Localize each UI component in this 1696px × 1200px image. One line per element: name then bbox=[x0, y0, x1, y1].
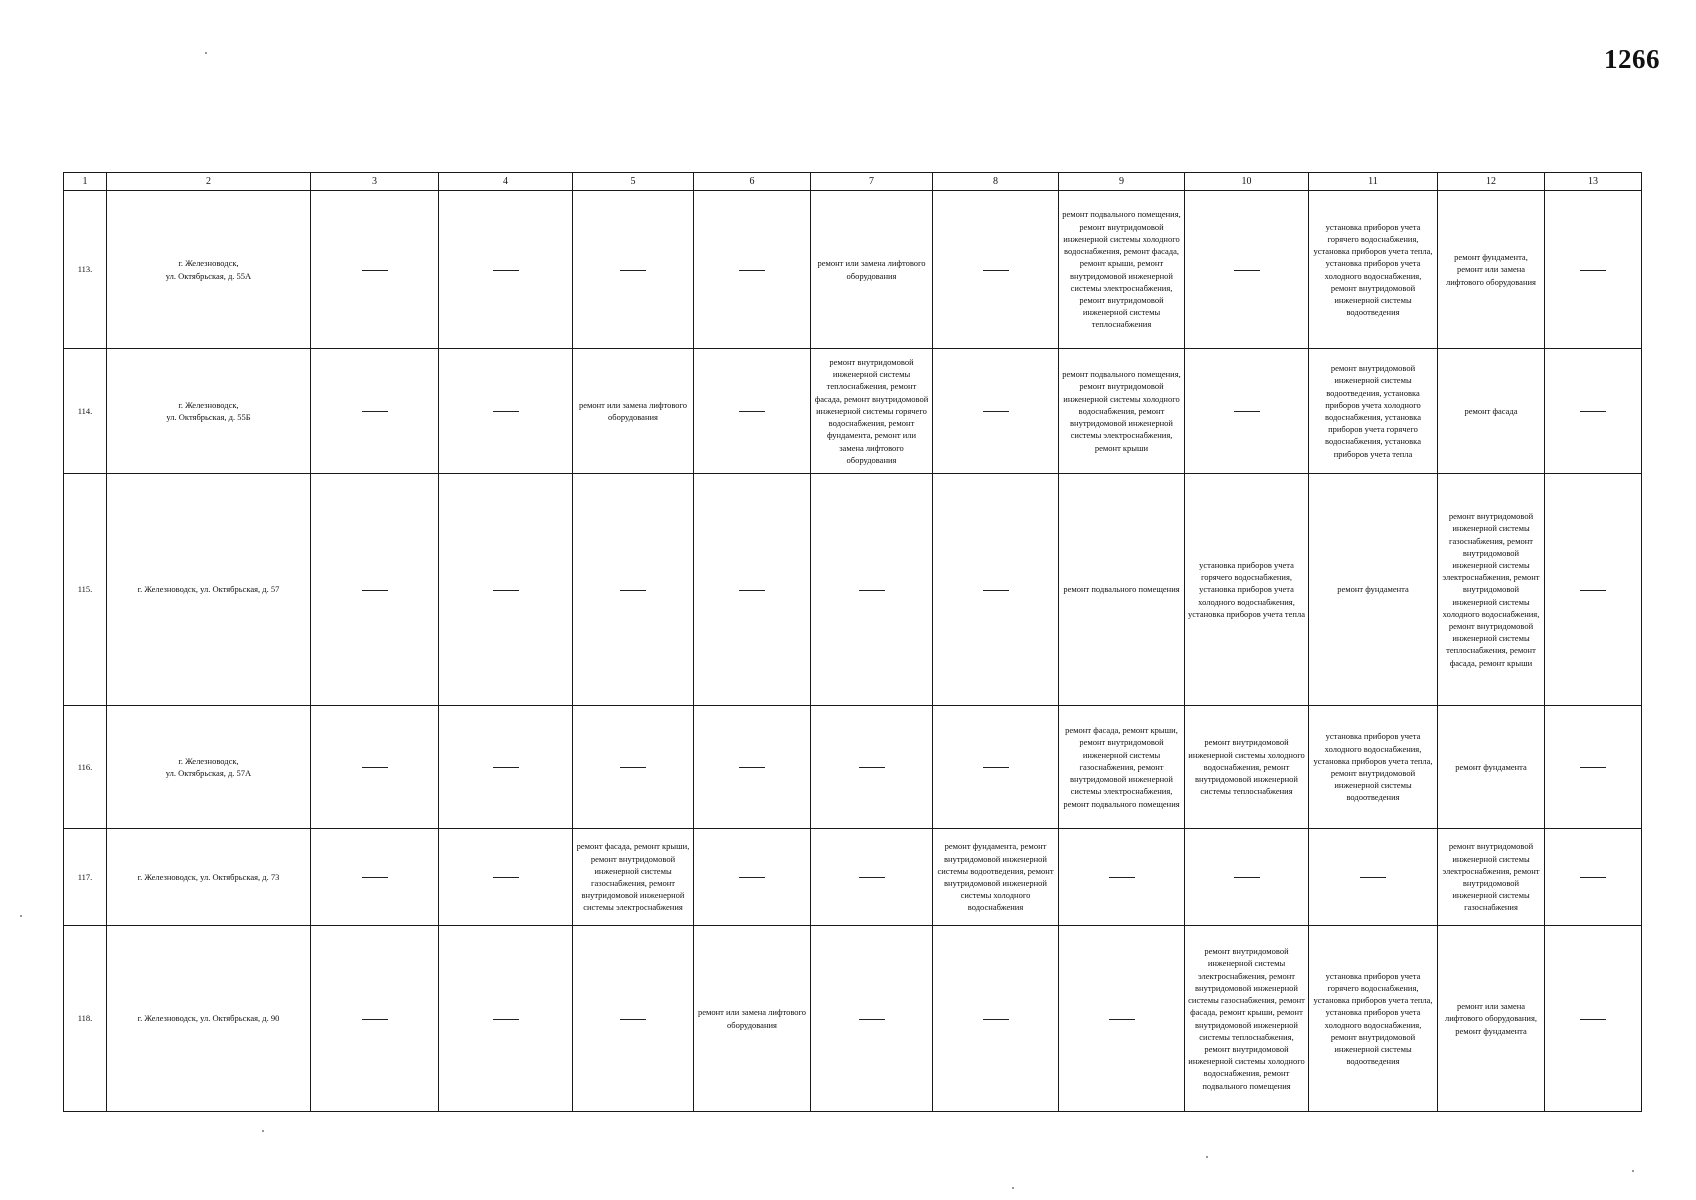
dash-mark bbox=[362, 411, 388, 412]
dash-mark bbox=[1580, 411, 1606, 412]
work-type-cell: ремонт или замена лифтового оборудования bbox=[811, 191, 933, 349]
empty-cell bbox=[1545, 474, 1642, 706]
empty-cell bbox=[1545, 926, 1642, 1112]
empty-cell bbox=[573, 706, 694, 829]
address-line: ул. Октябрьская, д. 57А bbox=[165, 768, 252, 778]
column-number: 10 bbox=[1185, 173, 1309, 191]
empty-cell bbox=[694, 349, 811, 474]
dash-mark bbox=[1580, 767, 1606, 768]
work-type-cell: ремонт внутридомовой инженерной системы газоснабжения, ремонт внутридомовой инженерной системы электроснабжения, ремонт внутридомовой инженерной системы холодного водоснабжения, ремонт внутридомовой инженерной системы теплоснабжения, ремонт фасада, ремонт крыши bbox=[1438, 474, 1545, 706]
row-number: 117. bbox=[64, 829, 107, 926]
work-type-cell: ремонт внутридомовой инженерной системы теплоснабжения, ремонт фасада, ремонт внутридомовой инженерной системы горячего водоснабжения, ремонт фундамента, ремонт или замена лифтового оборудования bbox=[811, 349, 933, 474]
empty-cell bbox=[439, 191, 573, 349]
table-row bbox=[64, 706, 1642, 829]
empty-cell bbox=[1545, 349, 1642, 474]
dash-mark bbox=[739, 270, 765, 271]
empty-cell bbox=[1309, 829, 1438, 926]
address-cell bbox=[107, 191, 311, 349]
column-number: 1 bbox=[64, 173, 107, 191]
empty-cell bbox=[439, 829, 573, 926]
dash-mark bbox=[620, 590, 646, 591]
work-type-cell: ремонт фундамента, ремонт или замена лифтового оборудования bbox=[1438, 191, 1545, 349]
dash-mark bbox=[493, 1019, 519, 1020]
table-body bbox=[64, 191, 1642, 1112]
dash-mark bbox=[739, 767, 765, 768]
row-number: 114. bbox=[64, 349, 107, 474]
column-number: 2 bbox=[107, 173, 311, 191]
dash-mark bbox=[983, 411, 1009, 412]
table-header bbox=[64, 173, 1642, 191]
dash-mark bbox=[1234, 411, 1260, 412]
dash-mark bbox=[362, 877, 388, 878]
row-number: 118. bbox=[64, 926, 107, 1112]
address-line: г. Железноводск, bbox=[178, 399, 239, 410]
dash-mark bbox=[859, 590, 885, 591]
empty-cell bbox=[694, 474, 811, 706]
work-type-cell: ремонт внутридомовой инженерной системы электроснабжения, ремонт внутридомовой инженерной системы газоснабжения, ремонт фасада, ремонт крыши, ремонт внутридомовой инженерной системы теплоснабжения, ремонт внутридомовой инженерной системы холодного водоснабжения, ремонт подвального помещения bbox=[1185, 926, 1309, 1112]
empty-cell bbox=[311, 829, 439, 926]
dash-mark bbox=[859, 1019, 885, 1020]
empty-cell bbox=[933, 191, 1059, 349]
empty-cell bbox=[573, 474, 694, 706]
empty-cell bbox=[811, 926, 933, 1112]
dash-mark bbox=[493, 270, 519, 271]
dash-mark bbox=[362, 270, 388, 271]
work-type-cell: ремонт фундамента bbox=[1309, 474, 1438, 706]
dash-mark bbox=[1580, 877, 1606, 878]
empty-cell bbox=[933, 926, 1059, 1112]
empty-cell bbox=[439, 474, 573, 706]
address-line: г. Железноводск, ул. Октябрьская, д. 73 bbox=[137, 871, 280, 882]
address-line: г. Железноводск, ул. Октябрьская, д. 90 bbox=[137, 1013, 280, 1024]
column-number: 3 bbox=[311, 173, 439, 191]
dash-mark bbox=[1109, 877, 1135, 878]
address-cell bbox=[107, 349, 311, 474]
work-type-cell: ремонт внутридомовой инженерной системы холодного водоснабжения, ремонт внутридомовой инженерной системы теплоснабжения bbox=[1185, 706, 1309, 829]
dash-mark bbox=[620, 270, 646, 271]
work-type-cell: установка приборов учета горячего водоснабжения, установка приборов учета тепла, установка приборов учета холодного водоснабжения, ремонт внутридомовой инженерной системы водоотведения bbox=[1309, 926, 1438, 1112]
column-number: 6 bbox=[694, 173, 811, 191]
dash-mark bbox=[739, 877, 765, 878]
dash-mark bbox=[859, 767, 885, 768]
work-type-cell: ремонт внутридомовой инженерной системы электроснабжения, ремонт внутридомовой инженерной системы газоснабжения bbox=[1438, 829, 1545, 926]
dash-mark bbox=[1234, 270, 1260, 271]
table-row bbox=[64, 349, 1642, 474]
work-type-cell: ремонт или замена лифтового оборудования, ремонт фундамента bbox=[1438, 926, 1545, 1112]
work-type-cell: ремонт фундамента, ремонт внутридомовой инженерной системы водоотведения, ремонт внутридомовой инженерной системы холодного водоснабжения bbox=[933, 829, 1059, 926]
dash-mark bbox=[620, 767, 646, 768]
empty-cell bbox=[439, 706, 573, 829]
column-number: 8 bbox=[933, 173, 1059, 191]
dash-mark bbox=[1580, 1019, 1606, 1020]
work-type-cell: ремонт внутридомовой инженерной системы водоотведения, установка приборов учета холодного водоснабжения, установка приборов учета горячего водоснабжения, установка приборов учета тепла bbox=[1309, 349, 1438, 474]
page-number: 1266 bbox=[1604, 44, 1660, 74]
dash-mark bbox=[739, 590, 765, 591]
work-type-cell: ремонт фасада bbox=[1438, 349, 1545, 474]
address-line: г. Железноводск, bbox=[178, 755, 239, 766]
empty-cell bbox=[1545, 829, 1642, 926]
empty-cell bbox=[933, 474, 1059, 706]
dash-mark bbox=[739, 411, 765, 412]
work-type-cell: ремонт или замена лифтового оборудования bbox=[694, 926, 811, 1112]
column-numbers-row bbox=[64, 173, 1642, 191]
empty-cell bbox=[1185, 191, 1309, 349]
dash-mark bbox=[983, 767, 1009, 768]
dash-mark bbox=[1234, 877, 1260, 878]
address-line: ул. Октябрьская, д. 55Б bbox=[166, 412, 251, 422]
empty-cell bbox=[1059, 926, 1185, 1112]
dash-mark bbox=[493, 767, 519, 768]
dash-mark bbox=[983, 270, 1009, 271]
scan-speck bbox=[205, 52, 207, 54]
table-row bbox=[64, 474, 1642, 706]
empty-cell bbox=[311, 474, 439, 706]
table-row bbox=[64, 829, 1642, 926]
empty-cell bbox=[311, 926, 439, 1112]
work-type-cell: ремонт фундамента bbox=[1438, 706, 1545, 829]
work-type-cell: установка приборов учета горячего водоснабжения, установка приборов учета холодного водоснабжения, установка приборов учета тепла bbox=[1185, 474, 1309, 706]
work-type-cell: ремонт или замена лифтового оборудования bbox=[573, 349, 694, 474]
column-number: 13 bbox=[1545, 173, 1642, 191]
address-cell bbox=[107, 926, 311, 1112]
empty-cell bbox=[1545, 191, 1642, 349]
work-type-cell: ремонт подвального помещения, ремонт внутридомовой инженерной системы холодного водоснабжения, ремонт внутридомовой инженерной системы электроснабжения, ремонт крыши bbox=[1059, 349, 1185, 474]
column-number: 11 bbox=[1309, 173, 1438, 191]
column-number: 5 bbox=[573, 173, 694, 191]
address-cell bbox=[107, 474, 311, 706]
dash-mark bbox=[362, 767, 388, 768]
address-line: г. Железноводск, ул. Октябрьская, д. 57 bbox=[137, 584, 280, 595]
empty-cell bbox=[311, 706, 439, 829]
address-line: ул. Октябрьская, д. 55А bbox=[165, 270, 252, 281]
work-type-cell: ремонт фасада, ремонт крыши, ремонт внутридомовой инженерной системы газоснабжения, ремонт внутридомовой инженерной системы электроснабжения, ремонт подвального помещения bbox=[1059, 706, 1185, 829]
column-number: 4 bbox=[439, 173, 573, 191]
dash-mark bbox=[1580, 270, 1606, 271]
table-row bbox=[64, 191, 1642, 349]
empty-cell bbox=[311, 191, 439, 349]
scan-speck bbox=[1206, 1156, 1208, 1158]
address-cell bbox=[107, 706, 311, 829]
address-line: г. Железноводск, bbox=[178, 258, 239, 269]
dash-mark bbox=[620, 1019, 646, 1020]
dash-mark bbox=[362, 590, 388, 591]
empty-cell bbox=[694, 706, 811, 829]
dash-mark bbox=[983, 1019, 1009, 1020]
empty-cell bbox=[1059, 829, 1185, 926]
empty-cell bbox=[1545, 706, 1642, 829]
dash-mark bbox=[1580, 590, 1606, 591]
empty-cell bbox=[1185, 349, 1309, 474]
empty-cell bbox=[694, 829, 811, 926]
dash-mark bbox=[1360, 877, 1386, 878]
table-row bbox=[64, 926, 1642, 1112]
empty-cell bbox=[933, 349, 1059, 474]
scan-speck bbox=[20, 915, 22, 917]
dash-mark bbox=[1109, 1019, 1135, 1020]
empty-cell bbox=[811, 474, 933, 706]
dash-mark bbox=[493, 877, 519, 878]
dash-mark bbox=[493, 411, 519, 412]
empty-cell bbox=[439, 349, 573, 474]
row-number: 113. bbox=[64, 191, 107, 349]
work-type-cell: установка приборов учета холодного водоснабжения, установка приборов учета тепла, ремонт внутридомовой инженерной системы водоотведения bbox=[1309, 706, 1438, 829]
dash-mark bbox=[983, 590, 1009, 591]
empty-cell bbox=[1185, 829, 1309, 926]
column-number: 12 bbox=[1438, 173, 1545, 191]
scan-speck bbox=[1012, 1187, 1014, 1189]
column-number: 7 bbox=[811, 173, 933, 191]
scan-speck bbox=[262, 1130, 264, 1132]
empty-cell bbox=[311, 349, 439, 474]
dash-mark bbox=[859, 877, 885, 878]
empty-cell bbox=[439, 926, 573, 1112]
column-number: 9 bbox=[1059, 173, 1185, 191]
empty-cell bbox=[573, 926, 694, 1112]
work-type-cell: ремонт подвального помещения, ремонт внутридомовой инженерной системы холодного водоснабжения, ремонт фасада, ремонт крыши, ремонт внутридомовой инженерной системы электроснабжения, ремонт внутридомовой инженерной системы теплоснабжения bbox=[1059, 191, 1185, 349]
work-type-cell: ремонт фасада, ремонт крыши, ремонт внутридомовой инженерной системы газоснабжения, ремонт внутридомовой инженерной системы электроснабжения bbox=[573, 829, 694, 926]
row-number: 116. bbox=[64, 706, 107, 829]
empty-cell bbox=[933, 706, 1059, 829]
empty-cell bbox=[694, 191, 811, 349]
scan-speck bbox=[1632, 1170, 1634, 1172]
row-number: 115. bbox=[64, 474, 107, 706]
address-cell bbox=[107, 829, 311, 926]
work-type-cell: установка приборов учета горячего водоснабжения, установка приборов учета тепла, установка приборов учета холодного водоснабжения, ремонт внутридомовой инженерной системы водоотведения bbox=[1309, 191, 1438, 349]
work-type-cell: ремонт подвального помещения bbox=[1059, 474, 1185, 706]
empty-cell bbox=[811, 829, 933, 926]
repair-schedule-table bbox=[63, 172, 1642, 1112]
empty-cell bbox=[573, 191, 694, 349]
dash-mark bbox=[493, 590, 519, 591]
empty-cell bbox=[811, 706, 933, 829]
dash-mark bbox=[362, 1019, 388, 1020]
